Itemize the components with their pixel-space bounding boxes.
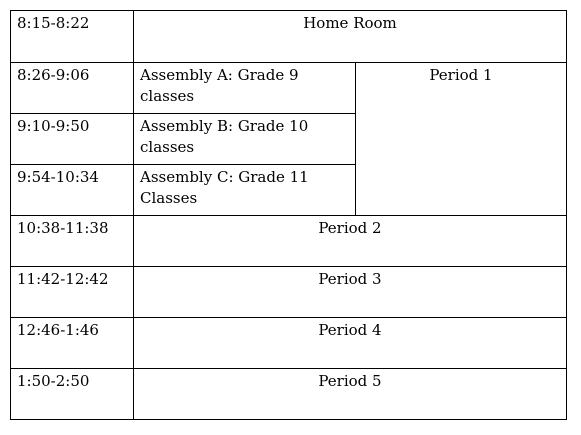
table-row	[11, 318, 567, 369]
activity-cell: Period 3	[134, 267, 567, 318]
time-cell: 11:42-12:42	[11, 267, 134, 318]
activity-cell: Period 4	[134, 318, 567, 369]
time-cell: 9:54-10:34	[11, 165, 134, 216]
assembly-cell: Assembly A: Grade 9 classes	[134, 63, 356, 114]
activity-cell: Period 2	[134, 216, 567, 267]
time-cell: 10:38-11:38	[11, 216, 134, 267]
time-cell: 8:26-9:06	[11, 63, 134, 114]
activity-cell: Home Room	[134, 11, 567, 63]
table-row	[11, 11, 567, 63]
table-row	[11, 216, 567, 267]
time-cell: 12:46-1:46	[11, 318, 134, 369]
table-row	[11, 63, 567, 114]
table-row	[11, 369, 567, 420]
schedule-table	[10, 10, 567, 420]
time-cell: 1:50-2:50	[11, 369, 134, 420]
activity-cell: Period 5	[134, 369, 567, 420]
assembly-cell: Assembly C: Grade 11 Classes	[134, 165, 356, 216]
period-1-cell: Period 1	[356, 63, 567, 216]
time-cell: 8:15-8:22	[11, 11, 134, 63]
table-row	[11, 267, 567, 318]
time-cell: 9:10-9:50	[11, 114, 134, 165]
assembly-cell: Assembly B: Grade 10 classes	[134, 114, 356, 165]
